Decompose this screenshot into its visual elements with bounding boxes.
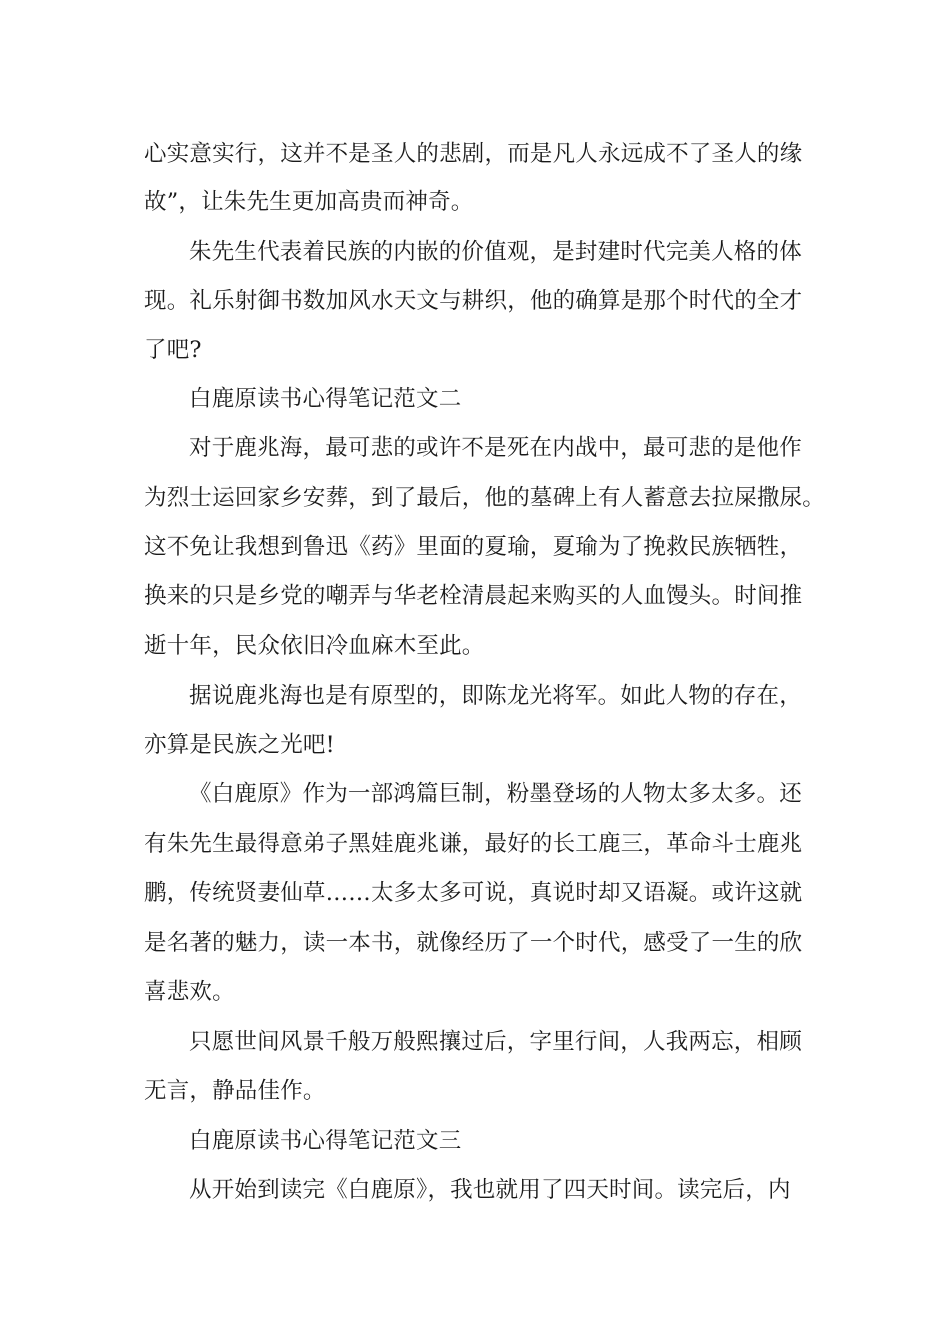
paragraph-line: 了吧? [144, 337, 202, 363]
paragraph-line: 有朱先生最得意弟子黑娃鹿兆谦，最好的长工鹿三，革命斗士鹿兆 [144, 831, 803, 857]
paragraph-line: 换来的只是乡党的嘲弄与华老栓清晨起来购买的人血馒头。时间推 [144, 583, 803, 609]
paragraph-line: 故”，让朱先生更加高贵而神奇。 [144, 189, 474, 215]
paragraph-line: 喜悲欢。 [144, 979, 235, 1005]
paragraph-line: 是名著的魅力，读一本书，就像经历了一个时代，感受了一生的欣 [144, 930, 803, 956]
paragraph-line: 朱先生代表着民族的内嵌的价值观，是封建时代完美人格的体 [189, 239, 802, 265]
paragraph-line: 鹏，传统贤妻仙草……太多太多可说，真说时却又语凝。或许这就 [144, 880, 803, 906]
paragraph-line: 这不免让我想到鲁迅《药》里面的夏瑜，夏瑜为了挽救民族牺牲， [144, 534, 803, 560]
paragraph-line: 为烈士运回家乡安葬，到了最后，他的墓碑上有人蓄意去拉屎撒尿。 [144, 485, 826, 511]
section-heading: 白鹿原读书心得笔记范文二 [189, 386, 462, 412]
paragraph-line: 逝十年，民众依旧冷血麻木至此。 [144, 633, 485, 659]
paragraph-line: 现。礼乐射御书数加风水天文与耕织，他的确算是那个时代的全才 [144, 288, 803, 314]
section-heading: 白鹿原读书心得笔记范文三 [189, 1128, 462, 1154]
paragraph-line: 据说鹿兆海也是有原型的，即陈龙光将军。如此人物的存在， [189, 683, 802, 709]
paragraph-line: 从开始到读完《白鹿原》，我也就用了四天时间。读完后，内 [189, 1177, 791, 1203]
paragraph-line: 亦算是民族之光吧! [144, 732, 335, 758]
paragraph-line: 心实意实行，这并不是圣人的悲剧，而是凡人永远成不了圣人的缘 [144, 141, 803, 167]
paragraph-line: 《白鹿原》作为一部鸿篇巨制，粉墨登场的人物太多太多。还 [189, 781, 802, 807]
paragraph-line: 无言，静品佳作。 [144, 1078, 326, 1104]
paragraph-line: 只愿世间风景千般万般熙攘过后，字里行间，人我两忘，相顾 [189, 1029, 802, 1055]
paragraph-line: 对于鹿兆海，最可悲的或许不是死在内战中，最可悲的是他作 [189, 435, 802, 461]
